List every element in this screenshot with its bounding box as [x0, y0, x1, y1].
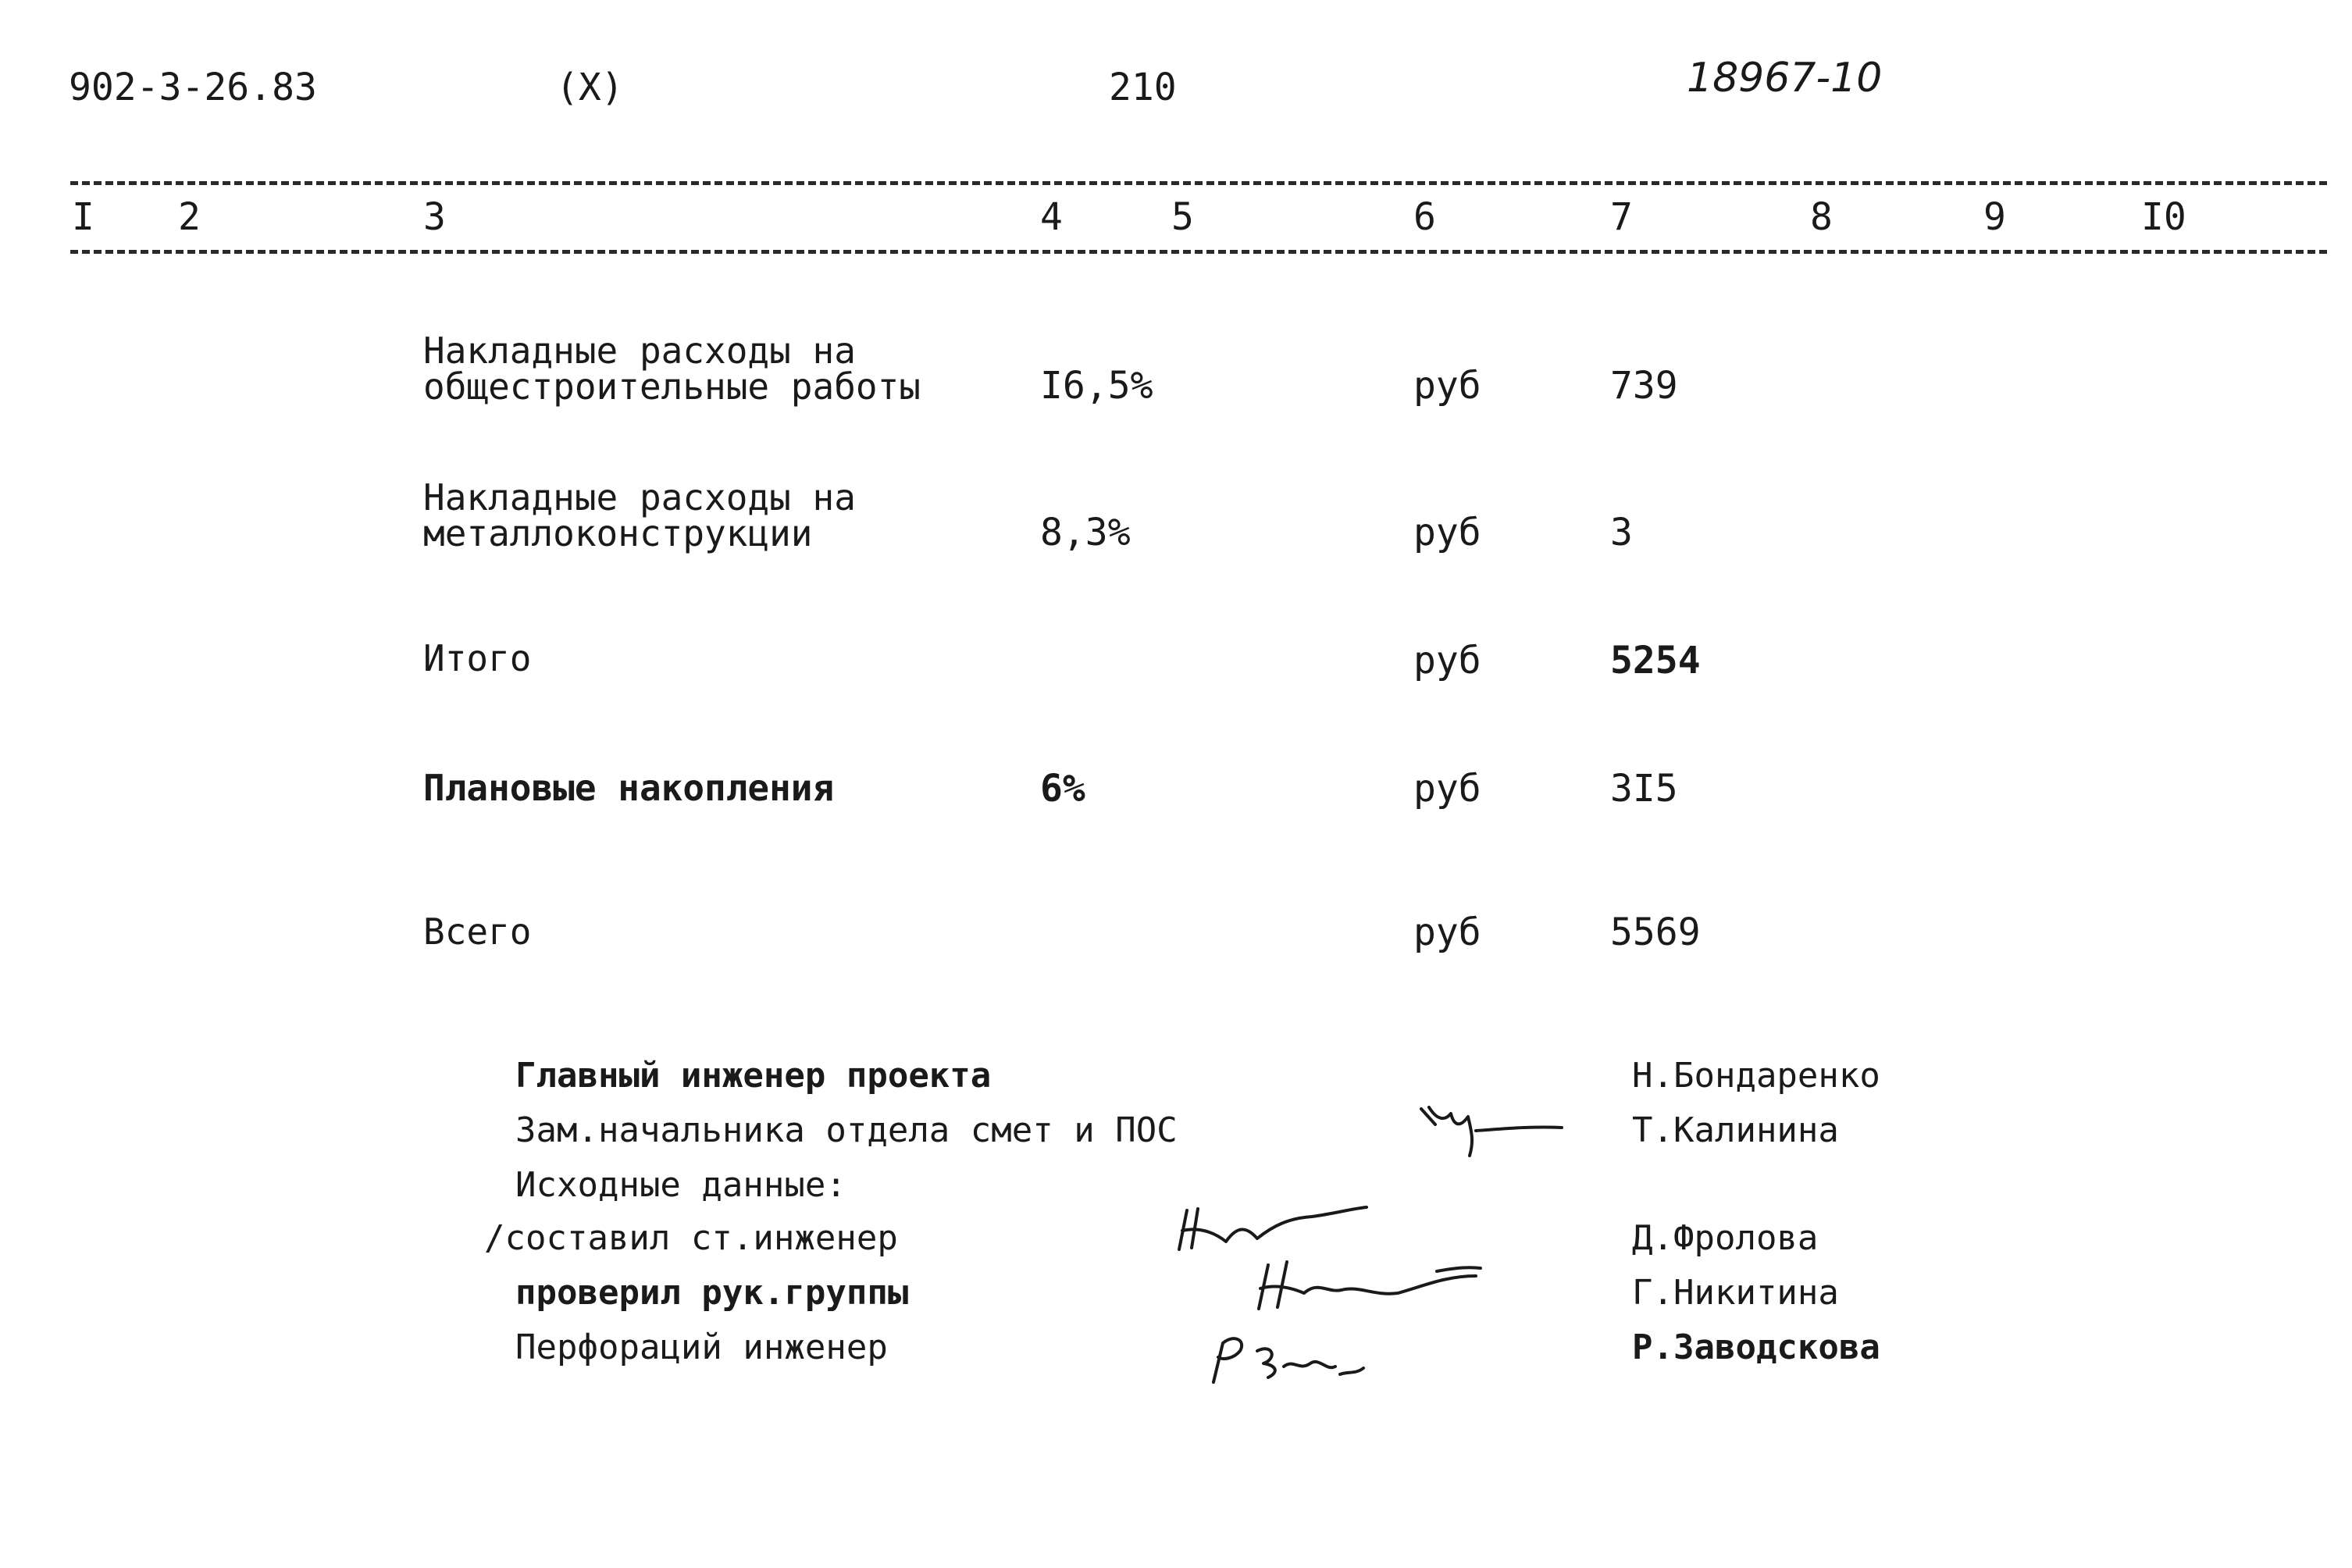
column-number: 7	[1610, 195, 1633, 239]
row-label-line1: Итого	[423, 637, 532, 679]
column-header-top-rule	[70, 181, 2327, 185]
perforation-name: Р.Заводскова	[1632, 1327, 1880, 1367]
row-rate: I6,5%	[1040, 364, 1153, 408]
row-label-line1: Плановые накопления	[423, 767, 835, 809]
column-number: 3	[423, 195, 446, 239]
row-unit: руб	[1413, 639, 1481, 682]
row-amount: 5569	[1610, 911, 1701, 954]
row-label-line1: Всего	[423, 911, 532, 953]
archive-number: 18967-10	[1687, 55, 1883, 102]
column-number: 6	[1413, 195, 1436, 239]
row-amount: 5254	[1610, 639, 1701, 682]
row-amount: 739	[1610, 364, 1678, 408]
column-number: 8	[1810, 195, 1833, 239]
row-rate: 6%	[1040, 767, 1085, 811]
checked-by-title: проверил рук.группы	[515, 1273, 909, 1313]
row-unit: руб	[1413, 364, 1481, 408]
column-number: 4	[1040, 195, 1063, 239]
compiled-by-title: /составил ст.инженер	[484, 1218, 898, 1258]
perforation-title: Перфораций инженер	[515, 1327, 888, 1367]
row-unit: руб	[1413, 911, 1481, 954]
checked-by-name: Г.Никитина	[1632, 1273, 1839, 1313]
checker-signature	[1249, 1249, 1484, 1320]
source-data-label: Исходные данные:	[515, 1165, 846, 1205]
row-amount: 3I5	[1610, 767, 1678, 811]
row-label-line2: общестроительные работы	[423, 365, 921, 408]
column-number: 5	[1171, 195, 1194, 239]
row-amount: 3	[1610, 511, 1633, 554]
row-unit: руб	[1413, 511, 1481, 554]
perforation-signature	[1203, 1320, 1374, 1398]
deputy-signature	[1413, 1093, 1570, 1179]
column-number: 9	[1983, 195, 2006, 239]
row-unit: руб	[1413, 767, 1481, 811]
row-label-line1: Накладные расходы на	[423, 476, 856, 519]
page-number: 210	[1109, 66, 1177, 109]
column-header-bottom-rule	[70, 250, 2327, 254]
row-label-line2: металлоконструкции	[423, 512, 813, 554]
row-label-line1: Накладные расходы на	[423, 330, 856, 372]
section-mark: (X)	[556, 66, 624, 109]
deputy-head-name: Т.Калинина	[1632, 1110, 1839, 1150]
document-code: 902-3-26.83	[69, 66, 317, 109]
compiled-by-name: Д.Фролова	[1632, 1218, 1819, 1258]
chief-engineer-name: Н.Бондаренко	[1632, 1056, 1880, 1096]
column-number: I	[72, 195, 94, 239]
column-number: 2	[178, 195, 201, 239]
row-rate: 8,3%	[1040, 511, 1131, 554]
deputy-head-title: Зам.начальника отдела смет и ПОС	[515, 1110, 1178, 1150]
chief-engineer-title: Главный инженер проекта	[515, 1056, 992, 1096]
column-number: I0	[2141, 195, 2186, 239]
